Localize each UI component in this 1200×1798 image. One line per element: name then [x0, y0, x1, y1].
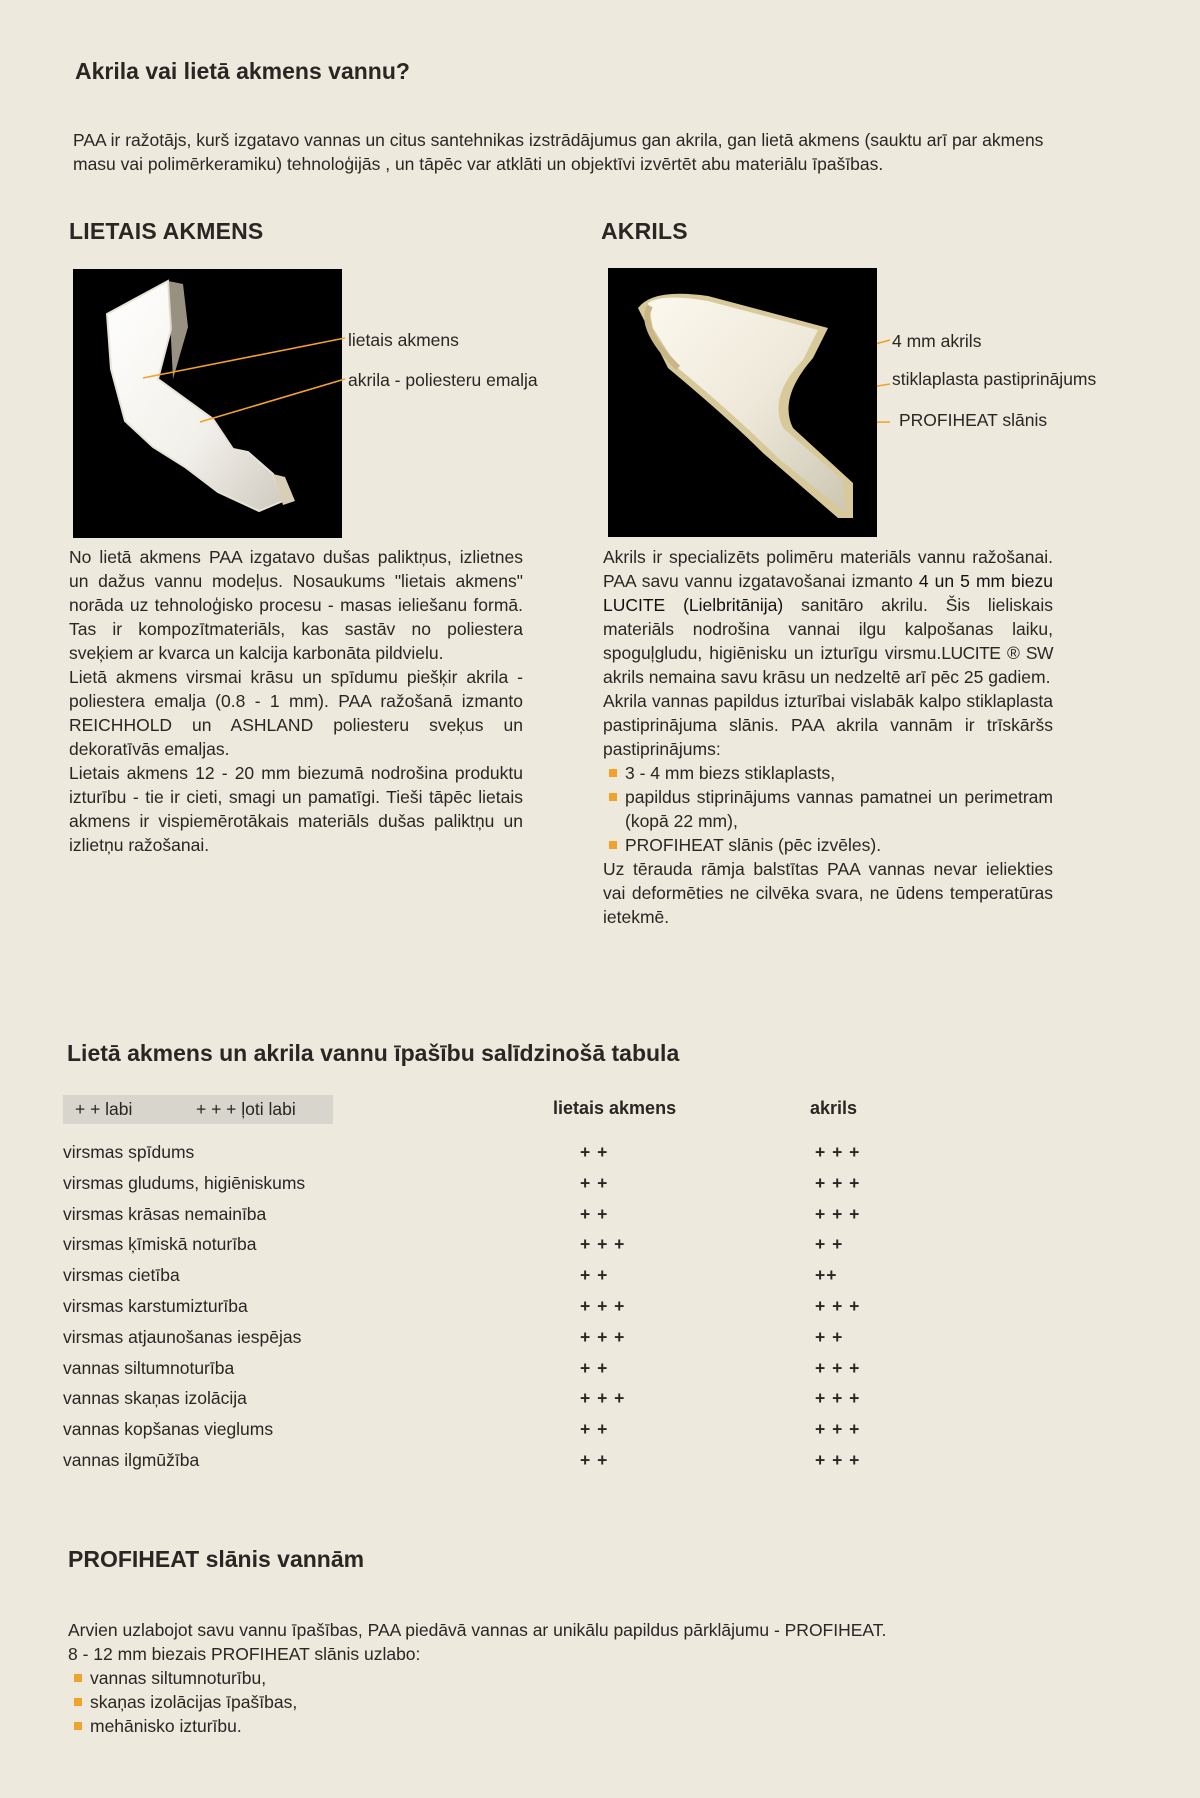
- acrylic-text-run: Akrils ir specializēts polimēru materiāls vannu ražošanai. PAA savu vannu izgatavošanai izmanto: [603, 547, 1053, 591]
- list-item-text: mehānisko izturību.: [90, 1716, 242, 1736]
- list-item-text: 3 - 4 mm biezs stiklaplasts,: [625, 763, 836, 783]
- acrylic-label-fiberglass: stiklaplasta pastiprinājums: [892, 369, 1097, 389]
- profiheat-heading: PROFIHEAT slānis vannām: [68, 1546, 365, 1572]
- acrylic-sample-illustration: [608, 268, 877, 537]
- stone-sample-illustration: [73, 269, 342, 538]
- stone-rating: + +: [580, 1142, 609, 1162]
- acrylic-sample-photo: [608, 268, 877, 537]
- property-name: virsmas karstumizturība: [63, 1296, 248, 1316]
- page-title: Akrila vai lietā akmens vannu?: [75, 58, 410, 84]
- bullet-square-icon: [609, 793, 617, 801]
- profiheat-line: 8 - 12 mm biezais PROFIHEAT slānis uzlabo:: [68, 1644, 421, 1664]
- acrylic-text-run: sanitāro akrilu. Šis lieliskais materiāls nodrošina vannai ilgu kalpošanas laiku, spoguļgludu, higiēnisku un izturīgu virsmu.: [603, 595, 1053, 663]
- reinforcement-list: [603, 761, 1053, 857]
- property-name: virsmas cietība: [63, 1265, 180, 1286]
- acrylic-rating: + + +: [815, 1419, 861, 1440]
- list-item-text: skaņas izolācijas īpašības,: [90, 1692, 298, 1712]
- rating-legend: [63, 1095, 333, 1124]
- bullet-square-icon: [74, 1722, 82, 1730]
- stone-label-cast-stone: lietais akmens: [348, 330, 459, 350]
- list-item-text: vannas siltumnoturību,: [90, 1668, 267, 1688]
- stone-rating: + +: [580, 1419, 609, 1440]
- property-name: virsmas ķīmiskā noturība: [63, 1234, 257, 1255]
- bullet-square-icon: [74, 1674, 82, 1682]
- stone-sample-photo: [73, 269, 342, 538]
- stone-paragraph: No lietā akmens PAA izgatavo dušas paliktņus, izlietnes un dažus vannu modeļus. Nosaukums "lietais akmens" norāda uz tehnoloģisko procesu - masas ieliešanu formā. Tas ir kompozītmateriāls, kas sastāv no poliestera sveķiem ar kvarca un kalcija karbonāta pildvielu.: [69, 547, 523, 663]
- property-name: virsmas spīdums: [63, 1142, 195, 1162]
- table-row: [63, 1140, 963, 1171]
- table-row: [63, 1263, 963, 1294]
- acrylic-label-4mm: 4 mm akrils: [892, 331, 982, 351]
- profiheat-line: Arvien uzlabojot savu vannu īpašības, PAA piedāvā vannas ar unikālu papildus pārklājumu - PROFIHEAT.: [68, 1620, 887, 1640]
- stone-paragraph: Lietais akmens 12 - 20 mm biezumā nodrošina produktu izturību - tie ir cieti, smagi un pamatīgi. Tieši tāpēc lietais akmens ir vispiemērotākais materiāls dušas paliktņu un izlietņu ražošanai.: [69, 763, 523, 855]
- acrylic-rating: + + +: [815, 1142, 861, 1162]
- stone-heading: LIETAIS AKMENS: [69, 218, 264, 244]
- intro-paragraph: PAA ir ražotājs, kurš izgatavo vannas un citus santehnikas izstrādājumus gan akrila, gan lietā akmens (sauktu arī par akmens masu vai polimērkeramiku) tehnoloģijās , un tāpēc var atklāti un objektīvi izvērtēt abu materiālu īpašības.: [73, 130, 1044, 174]
- acrylic-label-profiheat: PROFIHEAT slānis: [899, 410, 1048, 430]
- table-row: [63, 1356, 963, 1387]
- profiheat-list: [68, 1666, 1168, 1738]
- stone-text: [69, 545, 523, 857]
- table-row: [63, 1171, 963, 1202]
- property-name: virsmas atjaunošanas iespējas: [63, 1326, 302, 1347]
- lucite-highlight: 4 un 5 mm biezu LUCITE (Lielbritānija): [603, 571, 1053, 615]
- acrylic-paragraph: Uz tērauda rāmja balstītas PAA vannas nevar ieliekties vai deformēties ne cilvēka svara, ne ūdens temperatūras ietekmē.: [603, 859, 1053, 927]
- acrylic-rating: + + +: [815, 1388, 861, 1409]
- acrylic-rating: + + +: [815, 1357, 861, 1378]
- bullet-square-icon: [609, 841, 617, 849]
- property-name: vannas ilgmūžība: [63, 1450, 200, 1470]
- bullet-square-icon: [609, 769, 617, 777]
- stone-label-enamel: akrila - poliesteru emalja: [348, 370, 538, 390]
- comparison-heading: Lietā akmens un akrila vannu īpašību salīdzinošā tabula: [67, 1040, 680, 1066]
- acrylic-rating: + + +: [815, 1203, 861, 1224]
- acrylic-paragraph: [603, 545, 1053, 689]
- lucite-brand: LUCITE ® SW: [941, 643, 1054, 663]
- column-header-stone: lietais akmens: [553, 1098, 677, 1118]
- property-name: virsmas gludums, higiēniskums: [63, 1172, 306, 1193]
- stone-rating: + + +: [580, 1234, 626, 1255]
- table-row: [63, 1294, 963, 1325]
- list-item: [603, 761, 1053, 785]
- stone-rating: + + +: [580, 1388, 626, 1409]
- property-name: vannas skaņas izolācija: [63, 1388, 247, 1409]
- table-row: [63, 1232, 963, 1263]
- stone-rating: + +: [580, 1203, 609, 1224]
- table-row: [63, 1386, 963, 1417]
- profiheat-text: [68, 1618, 1168, 1738]
- acrylic-rating: + + +: [815, 1296, 861, 1316]
- property-name: vannas siltumnoturība: [63, 1357, 235, 1378]
- acrylic-text: [603, 545, 1053, 929]
- table-row: [63, 1202, 963, 1233]
- property-name: vannas kopšanas vieglums: [63, 1419, 274, 1440]
- list-item: [68, 1714, 1168, 1738]
- column-header-acrylic: akrils: [810, 1098, 858, 1118]
- table-row: [63, 1417, 963, 1448]
- acrylic-text-run: akrils nemaina savu krāsu un nedzeltē arī pēc 25 gadiem.: [603, 667, 1051, 687]
- property-name: virsmas krāsas nemainība: [63, 1203, 267, 1224]
- bullet-square-icon: [74, 1698, 82, 1706]
- list-item-text: papildus stiprinājums vannas pamatnei un perimetram (kopā 22 mm),: [625, 787, 1053, 831]
- list-item-text: PROFIHEAT slānis (pēc izvēles).: [625, 835, 882, 855]
- list-item: [68, 1666, 1168, 1690]
- list-item: [603, 785, 1053, 833]
- table-row: [63, 1325, 963, 1356]
- legend-good: + + labi: [75, 1099, 133, 1119]
- acrylic-rating: + +: [815, 1234, 844, 1255]
- stone-rating: + +: [580, 1357, 609, 1378]
- stone-rating: + +: [580, 1265, 609, 1286]
- list-item: [68, 1690, 1168, 1714]
- list-item: [603, 833, 1053, 857]
- stone-rating: + +: [580, 1172, 609, 1193]
- stone-rating: + +: [580, 1450, 609, 1470]
- stone-paragraph: Lietā akmens virsmai krāsu un spīdumu piešķir akrila - poliestera emalja (0.8 - 1 mm). PAA ražošanā izmanto REICHHOLD un ASHLAND poliesteru sveķus un dekoratīvās emaljas.: [69, 667, 523, 759]
- stone-rating: + + +: [580, 1326, 626, 1347]
- acrylic-rating: + +: [815, 1326, 844, 1347]
- acrylic-paragraph: Akrila vannas papildus izturībai vislabāk kalpo stiklaplasta pastiprinājuma slānis. PAA akrila vannām ir trīskāršs pastiprinājums:: [603, 691, 1053, 759]
- acrylic-rating: + + +: [815, 1450, 861, 1470]
- acrylic-heading: AKRILS: [601, 218, 688, 244]
- acrylic-rating: + + +: [815, 1172, 861, 1193]
- table-row: [63, 1448, 963, 1479]
- legend-very-good: + + + ļoti labi: [196, 1099, 296, 1119]
- acrylic-rating: ++: [815, 1265, 838, 1286]
- stone-rating: + + +: [580, 1296, 626, 1316]
